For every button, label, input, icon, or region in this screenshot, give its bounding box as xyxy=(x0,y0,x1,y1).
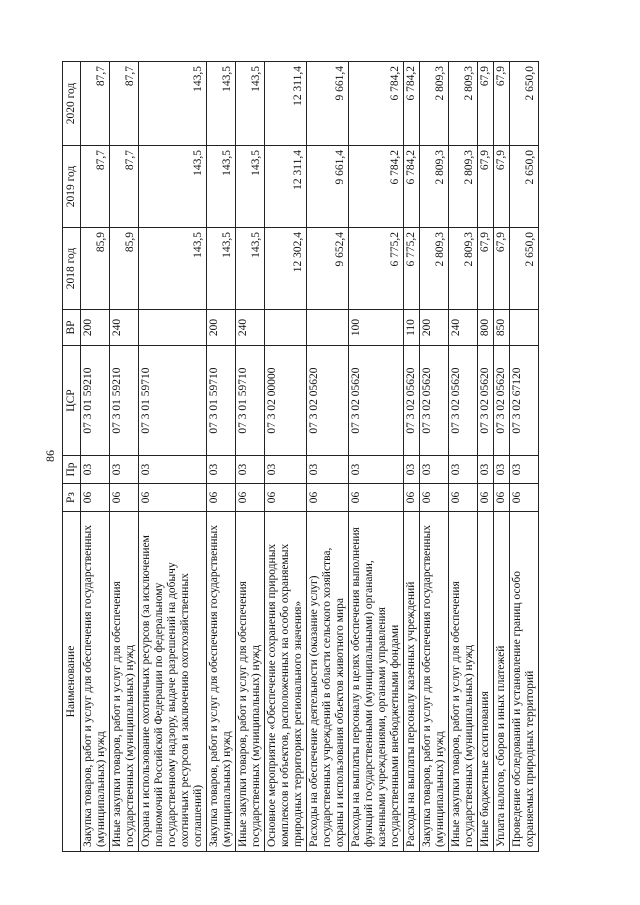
cell-vr xyxy=(307,310,349,346)
cell-vr: 200 xyxy=(81,310,110,346)
table-row xyxy=(494,62,510,852)
cell-name: Расходы на выплаты персоналу в целях обеспечения выполнения функций государственными (муниципальными) органами, казенными учреждениями, органами управления государственными внебюджетными фондами xyxy=(349,512,404,852)
table-row xyxy=(207,62,236,852)
cell-rz: 06 xyxy=(510,484,539,512)
cell-2019: 143,5 xyxy=(139,146,207,228)
cell-vr: 110 xyxy=(404,310,420,346)
table-row xyxy=(307,62,349,852)
cell-2020: 143,5 xyxy=(236,62,265,146)
cell-name: Закупка товаров, работ и услуг для обеспечения государственных (муниципальных) нужд xyxy=(207,512,236,852)
cell-rz: 06 xyxy=(139,484,207,512)
table-row xyxy=(81,62,110,852)
cell-2018: 12 302,4 xyxy=(265,228,307,310)
cell-2018: 85,9 xyxy=(110,228,139,310)
cell-name: Иные закупки товаров, работ и услуг для обеспечения государственных (муниципальных) нужд xyxy=(110,512,139,852)
cell-2019: 143,5 xyxy=(207,146,236,228)
table-row xyxy=(404,62,420,852)
cell-2019: 6 784,2 xyxy=(349,146,404,228)
cell-pr: 03 xyxy=(404,456,420,484)
cell-2020: 2 809,3 xyxy=(449,62,478,146)
cell-2019: 87,7 xyxy=(110,146,139,228)
cell-rz: 06 xyxy=(478,484,494,512)
cell-vr: 200 xyxy=(420,310,449,346)
table-row xyxy=(265,62,307,852)
cell-name: Закупка товаров, работ и услуг для обеспечения государственных (муниципальных) нужд xyxy=(420,512,449,852)
budget-table-container xyxy=(62,62,622,852)
cell-name: Охрана и использование охотничьих ресурсов (за исключением полномочий Российской Федерации по федеральному государственному надзору, выдаче разрешений на добычу охотничьих ресурсов и заключению охотхозяйственных соглашений) xyxy=(139,512,207,852)
table-body xyxy=(81,62,539,852)
cell-rz: 06 xyxy=(236,484,265,512)
cell-rz: 06 xyxy=(420,484,449,512)
cell-2018: 2 809,3 xyxy=(449,228,478,310)
cell-pr: 03 xyxy=(478,456,494,484)
cell-vr: 240 xyxy=(110,310,139,346)
column-header-2019: 2019 год xyxy=(63,146,81,228)
cell-csr: 07 3 01 59210 xyxy=(81,346,110,456)
cell-pr: 03 xyxy=(510,456,539,484)
cell-csr: 07 3 02 05620 xyxy=(449,346,478,456)
cell-csr: 07 3 02 05620 xyxy=(478,346,494,456)
cell-csr: 07 3 01 59210 xyxy=(110,346,139,456)
cell-rz: 06 xyxy=(307,484,349,512)
cell-vr: 240 xyxy=(236,310,265,346)
cell-pr: 03 xyxy=(494,456,510,484)
cell-pr: 03 xyxy=(420,456,449,484)
cell-2019: 67,9 xyxy=(494,146,510,228)
cell-name: Расходы на обеспечение деятельности (оказание услуг) государственных учреждений в области сельского хозяйства, охраны и использования объектов животного мира xyxy=(307,512,349,852)
table-row xyxy=(349,62,404,852)
cell-2018: 2 650,0 xyxy=(510,228,539,310)
table-row xyxy=(110,62,139,852)
column-header-pr: Пр xyxy=(63,456,81,484)
column-header-name: Наименование xyxy=(63,512,81,852)
cell-csr: 07 3 02 05620 xyxy=(420,346,449,456)
cell-csr: 07 3 02 05620 xyxy=(494,346,510,456)
cell-2019: 143,5 xyxy=(236,146,265,228)
cell-rz: 06 xyxy=(494,484,510,512)
cell-2020: 2 809,3 xyxy=(420,62,449,146)
cell-rz: 06 xyxy=(207,484,236,512)
column-header-2018: 2018 год xyxy=(63,228,81,310)
cell-pr: 03 xyxy=(81,456,110,484)
cell-pr: 03 xyxy=(449,456,478,484)
cell-2020: 143,5 xyxy=(207,62,236,146)
cell-2020: 67,9 xyxy=(494,62,510,146)
cell-csr: 07 3 02 67120 xyxy=(510,346,539,456)
cell-pr: 03 xyxy=(307,456,349,484)
cell-vr: 850 xyxy=(494,310,510,346)
table-row xyxy=(139,62,207,852)
cell-pr: 03 xyxy=(265,456,307,484)
column-header-vr: ВР xyxy=(63,310,81,346)
cell-csr: 07 3 02 05620 xyxy=(349,346,404,456)
cell-2018: 6 775,2 xyxy=(349,228,404,310)
cell-rz: 06 xyxy=(110,484,139,512)
cell-vr xyxy=(510,310,539,346)
cell-name: Проведение обследований и установление границ особо охраняемых природных территорий xyxy=(510,512,539,852)
cell-2020: 143,5 xyxy=(139,62,207,146)
cell-2019: 2 809,3 xyxy=(449,146,478,228)
cell-vr: 240 xyxy=(449,310,478,346)
cell-2018: 9 652,4 xyxy=(307,228,349,310)
cell-name: Основное мероприятие «Обеспечение сохранения природных комплексов и объектов, расположенных на особо охраняемых природных территориях регионального значения» xyxy=(265,512,307,852)
cell-2020: 9 661,4 xyxy=(307,62,349,146)
cell-name: Расходы на выплаты персоналу казенных учреждений xyxy=(404,512,420,852)
cell-2019: 12 311,4 xyxy=(265,146,307,228)
cell-pr: 03 xyxy=(139,456,207,484)
page-number: 86 xyxy=(43,450,57,462)
cell-2018: 85,9 xyxy=(81,228,110,310)
cell-csr: 07 3 02 05620 xyxy=(307,346,349,456)
cell-2018: 6 775,2 xyxy=(404,228,420,310)
table-header-row xyxy=(63,62,81,852)
cell-pr: 03 xyxy=(349,456,404,484)
budget-table xyxy=(62,61,539,852)
cell-vr: 200 xyxy=(207,310,236,346)
cell-2020: 87,7 xyxy=(110,62,139,146)
table-row xyxy=(510,62,539,852)
cell-vr xyxy=(139,310,207,346)
cell-vr: 100 xyxy=(349,310,404,346)
cell-2020: 6 784,2 xyxy=(404,62,420,146)
cell-2019: 87,7 xyxy=(81,146,110,228)
column-header-csr: ЦСР xyxy=(63,346,81,456)
cell-2020: 12 311,4 xyxy=(265,62,307,146)
cell-rz: 06 xyxy=(349,484,404,512)
cell-rz: 06 xyxy=(404,484,420,512)
cell-name: Иные бюджетные ассигнования xyxy=(478,512,494,852)
cell-name: Закупка товаров, работ и услуг для обеспечения государственных (муниципальных) нужд xyxy=(81,512,110,852)
cell-pr: 03 xyxy=(236,456,265,484)
cell-pr: 03 xyxy=(110,456,139,484)
cell-2020: 2 650,0 xyxy=(510,62,539,146)
rotated-table-frame xyxy=(62,62,622,852)
cell-vr xyxy=(265,310,307,346)
cell-2018: 67,9 xyxy=(494,228,510,310)
column-header-rz: Рз xyxy=(63,484,81,512)
cell-2018: 143,5 xyxy=(236,228,265,310)
cell-name: Иные закупки товаров, работ и услуг для обеспечения государственных (муниципальных) нужд xyxy=(236,512,265,852)
cell-2018: 67,9 xyxy=(478,228,494,310)
cell-2019: 6 784,2 xyxy=(404,146,420,228)
table-row xyxy=(236,62,265,852)
cell-2020: 6 784,2 xyxy=(349,62,404,146)
table-row xyxy=(420,62,449,852)
cell-2018: 143,5 xyxy=(139,228,207,310)
cell-rz: 06 xyxy=(265,484,307,512)
cell-csr: 07 3 01 59710 xyxy=(139,346,207,456)
cell-2019: 9 661,4 xyxy=(307,146,349,228)
cell-csr: 07 3 02 05620 xyxy=(404,346,420,456)
cell-pr: 03 xyxy=(207,456,236,484)
cell-name: Уплата налогов, сборов и иных платежей xyxy=(494,512,510,852)
cell-2018: 143,5 xyxy=(207,228,236,310)
cell-2020: 87,7 xyxy=(81,62,110,146)
table-row xyxy=(449,62,478,852)
table-row xyxy=(478,62,494,852)
cell-csr: 07 3 01 59710 xyxy=(207,346,236,456)
cell-2018: 2 809,3 xyxy=(420,228,449,310)
column-header-2020: 2020 год xyxy=(63,62,81,146)
cell-rz: 06 xyxy=(449,484,478,512)
cell-csr: 07 3 01 59710 xyxy=(236,346,265,456)
cell-name: Иные закупки товаров, работ и услуг для обеспечения государственных (муниципальных) нужд xyxy=(449,512,478,852)
cell-2019: 2 809,3 xyxy=(420,146,449,228)
cell-vr: 800 xyxy=(478,310,494,346)
cell-2020: 67,9 xyxy=(478,62,494,146)
cell-2019: 67,9 xyxy=(478,146,494,228)
cell-csr: 07 3 02 00000 xyxy=(265,346,307,456)
cell-rz: 06 xyxy=(81,484,110,512)
cell-2019: 2 650,0 xyxy=(510,146,539,228)
